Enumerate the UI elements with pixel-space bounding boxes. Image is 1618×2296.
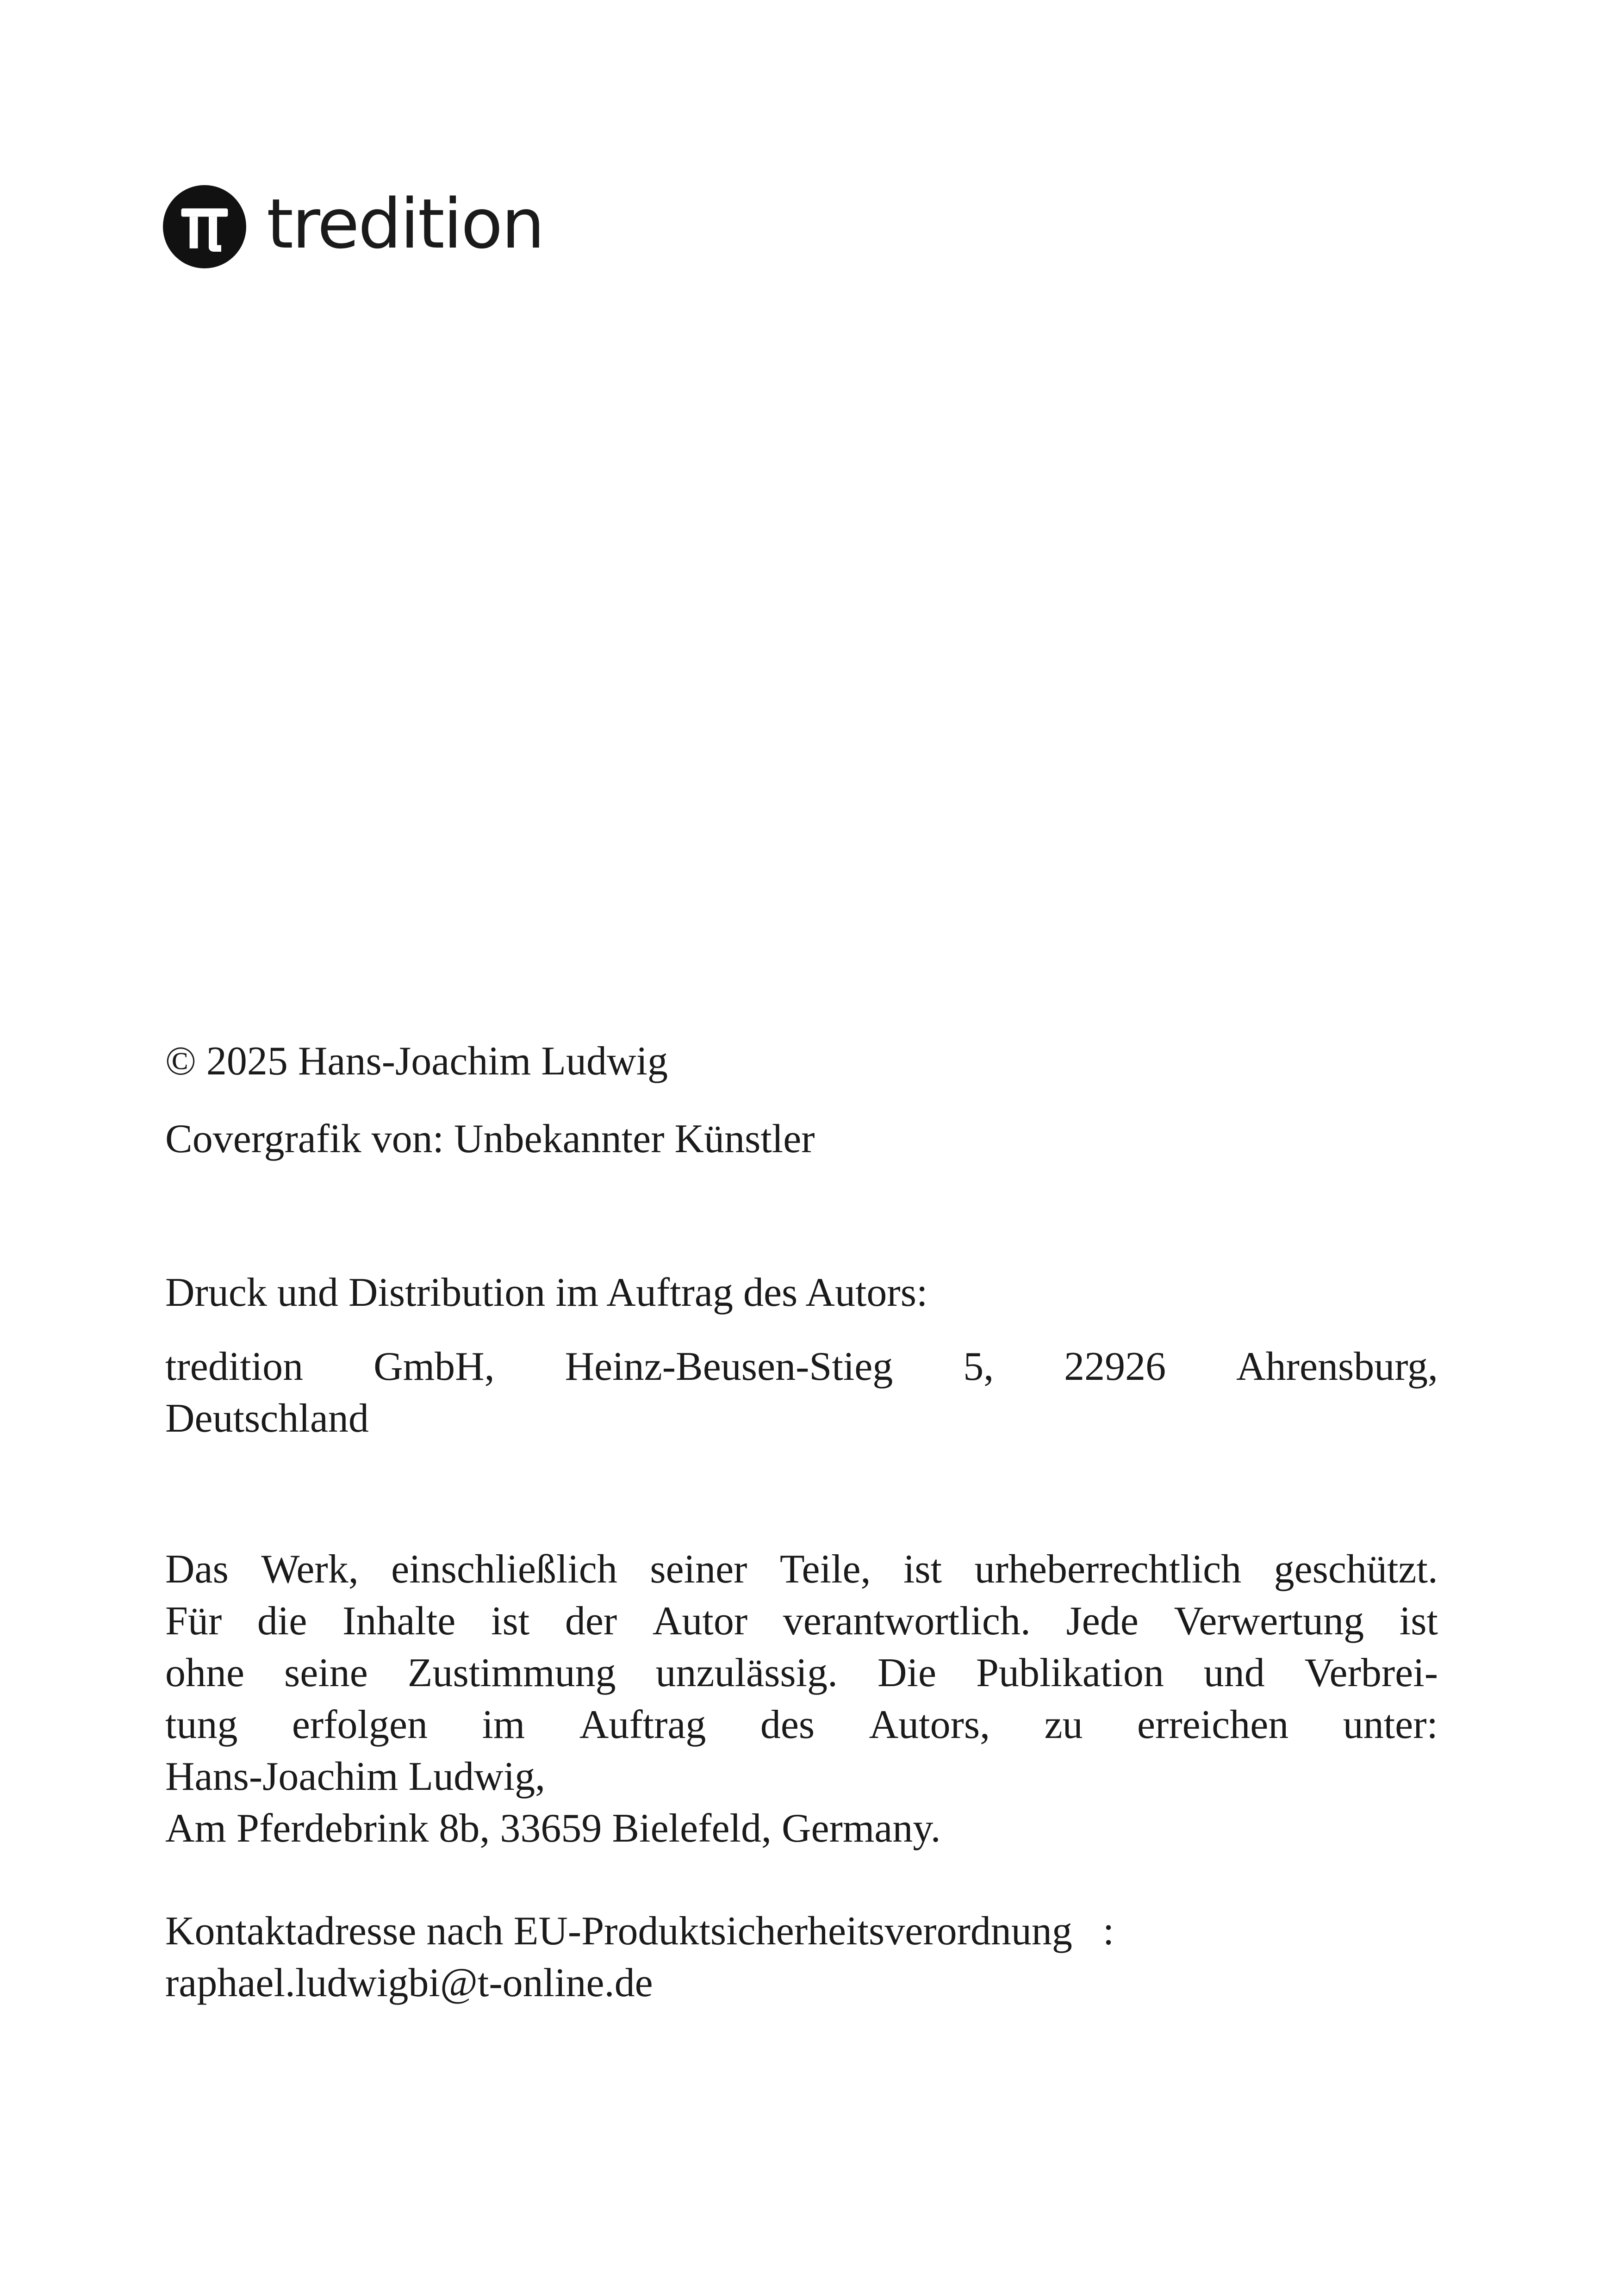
rights-word: Auftrag	[579, 1702, 706, 1747]
rights-word: Zustimmung	[407, 1651, 616, 1695]
copyright-text: © 2025 Hans-Joachim Ludwig	[165, 1039, 668, 1084]
rights-word: im	[482, 1702, 525, 1747]
tredition-logo-icon	[163, 185, 246, 268]
address-word: GmbH,	[373, 1344, 495, 1389]
rights-word: unter:	[1343, 1702, 1438, 1747]
rights-line-4	[165, 1699, 1438, 1751]
rights-word: Werk,	[261, 1547, 359, 1592]
rights-line-2	[165, 1595, 1438, 1647]
rights-word: des	[760, 1702, 815, 1747]
rights-word: Verbrei-	[1304, 1651, 1438, 1695]
rights-paragraph	[165, 1544, 1438, 1855]
rights-word: seine	[284, 1651, 368, 1695]
rights-line-3	[165, 1647, 1438, 1699]
rights-word: erfolgen	[292, 1702, 428, 1747]
rights-word: Autor	[652, 1599, 748, 1644]
rights-line-5: Hans-Joachim Ludwig,	[165, 1754, 546, 1799]
rights-word: zu	[1044, 1702, 1083, 1747]
rights-word: ohne	[165, 1651, 245, 1695]
logo-wordmark: tredition	[267, 184, 544, 264]
rights-word: Das	[165, 1547, 229, 1592]
rights-word: unzulässig.	[655, 1651, 838, 1695]
publisher-logo	[163, 185, 543, 268]
rights-word: ist	[491, 1599, 530, 1644]
cover-credit	[165, 1113, 1438, 1165]
print-distribution-label	[165, 1267, 1438, 1319]
rights-word: Verwertung	[1174, 1599, 1364, 1644]
rights-word: Für	[165, 1599, 222, 1644]
address-word: 5,	[963, 1344, 994, 1389]
address-word: 22926	[1064, 1344, 1166, 1389]
contact-label: Kontaktadresse nach EU-Produktsicherheitsverordnung :	[165, 1909, 1114, 1954]
address-word: Heinz-Beusen-Stieg	[565, 1344, 893, 1389]
rights-line-1	[165, 1544, 1438, 1595]
rights-word: Jede	[1066, 1599, 1139, 1644]
rights-word: Inhalte	[342, 1599, 456, 1644]
rights-word: der	[565, 1599, 617, 1644]
contact-section	[165, 1905, 1438, 2009]
rights-word: Autors,	[869, 1702, 990, 1747]
rights-word: und	[1203, 1651, 1265, 1695]
rights-word: Publikation	[976, 1651, 1164, 1695]
rights-word: Die	[877, 1651, 937, 1695]
cover-credit-text: Covergrafik von: Unbekannter Künstler	[165, 1117, 815, 1161]
address-line-2: Deutschland	[165, 1396, 369, 1441]
rights-word: einschließlich	[391, 1547, 617, 1592]
rights-word: die	[257, 1599, 307, 1644]
address-word: Ahrensburg,	[1236, 1344, 1438, 1389]
rights-line-6: Am Pferdebrink 8b, 33659 Bielefeld, Germany.	[165, 1806, 941, 1851]
print-label-text: Druck und Distribution im Auftrag des Autors:	[165, 1270, 928, 1315]
rights-word: seiner	[650, 1547, 747, 1592]
rights-word: ist	[1399, 1599, 1438, 1644]
contact-email: raphael.ludwigbi@t-online.de	[165, 1961, 653, 2005]
rights-word: Teile,	[779, 1547, 871, 1592]
address-word: tredition	[165, 1344, 304, 1389]
rights-word: tung	[165, 1702, 238, 1747]
rights-word: urheberrechtlich	[974, 1547, 1242, 1592]
address-line-1	[165, 1341, 1438, 1393]
rights-word: geschützt.	[1274, 1547, 1438, 1592]
publisher-address	[165, 1341, 1438, 1445]
rights-word: verantwortlich.	[783, 1599, 1031, 1644]
rights-word: erreichen	[1137, 1702, 1289, 1747]
rights-word: ist	[903, 1547, 942, 1592]
copyright-notice	[165, 1036, 1438, 1087]
